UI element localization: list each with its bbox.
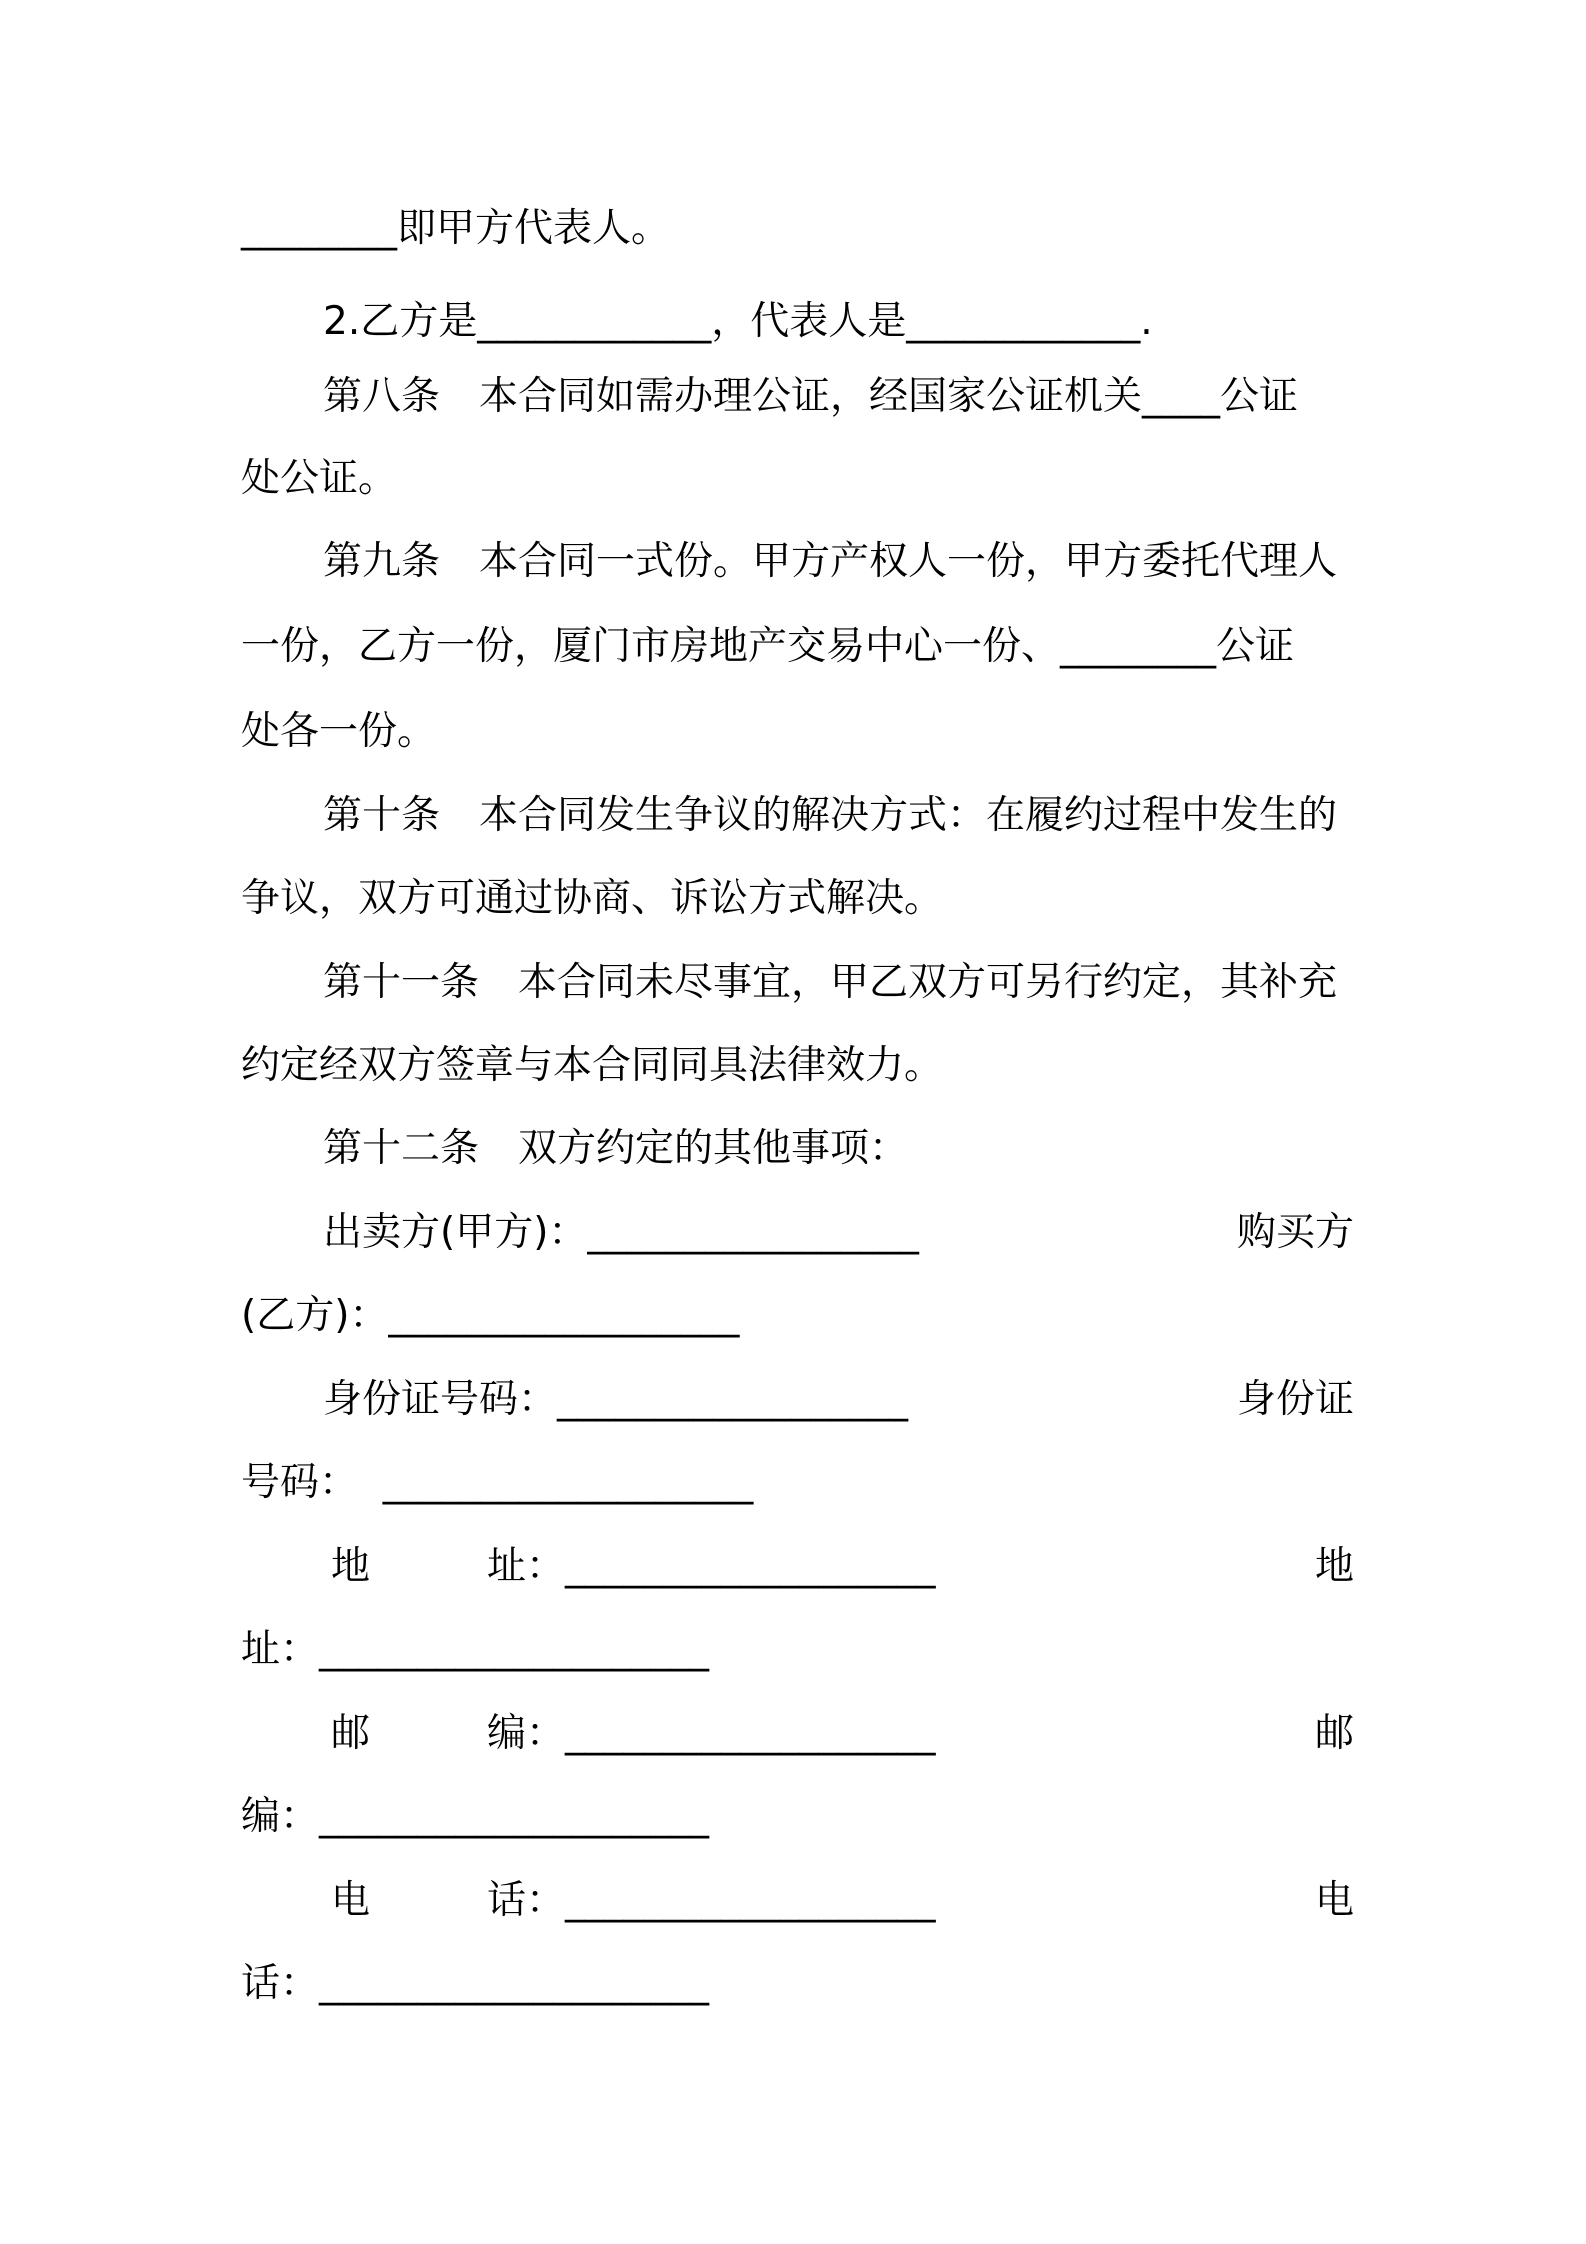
body-line-1: ________即甲方代表人。 (241, 206, 671, 251)
seller-zip-field: 邮 编：___________________ (331, 1711, 936, 1756)
buyer-phone-label-part-1: 电 (1314, 1878, 1354, 1923)
article-11-line-2: 约定经双方签章与本合同同具法律效力。 (241, 1043, 944, 1088)
seller-id-field: 身份证号码：__________________ (323, 1377, 909, 1422)
buyer-zip-label-part-1: 邮 (1314, 1711, 1354, 1756)
seller-field: 出卖方(甲方)：_________________ (323, 1210, 919, 1255)
buyer-zip-field: 编：____________________ (241, 1794, 710, 1839)
buyer-phone-field: 话：____________________ (241, 1961, 710, 2006)
article-10-line-1: 第十条 本合同发生争议的解决方式：在履约过程中发生的 (323, 793, 1338, 838)
buyer-address-label-part-1: 地 (1314, 1544, 1354, 1589)
buyer-id-label-part-1: 身份证 (1236, 1377, 1354, 1422)
buyer-address-field: 址：____________________ (241, 1627, 710, 1672)
article-12-line: 第十二条 双方约定的其他事项： (323, 1126, 909, 1171)
seller-phone-field: 电 话：___________________ (331, 1878, 936, 1923)
buyer-field: (乙方)：__________________ (241, 1293, 740, 1338)
article-9-line-3: 处各一份。 (241, 709, 437, 754)
buyer-id-field: 号码： ___________________ (241, 1460, 754, 1505)
article-11-line-1: 第十一条 本合同未尽事宜，甲乙双方可另行约定，其补充 (323, 960, 1338, 1005)
article-8-line-2: 处公证。 (241, 456, 398, 501)
seller-address-field: 地 址：___________________ (331, 1544, 936, 1589)
article-8-line-1: 第八条 本合同如需办理公证，经国家公证机关____公证 (323, 374, 1299, 419)
article-9-line-1: 第九条 本合同一式份。甲方产权人一份，甲方委托代理人 (323, 539, 1338, 584)
buyer-label-part-1: 购买方 (1236, 1210, 1354, 1255)
article-9-line-2: 一份，乙方一份，厦门市房地产交易中心一份、________公证 (241, 624, 1295, 669)
body-line-2: 2.乙方是____________，代表人是____________. (323, 299, 1153, 344)
article-10-line-2: 争议，双方可通过协商、诉讼方式解决。 (241, 876, 944, 921)
